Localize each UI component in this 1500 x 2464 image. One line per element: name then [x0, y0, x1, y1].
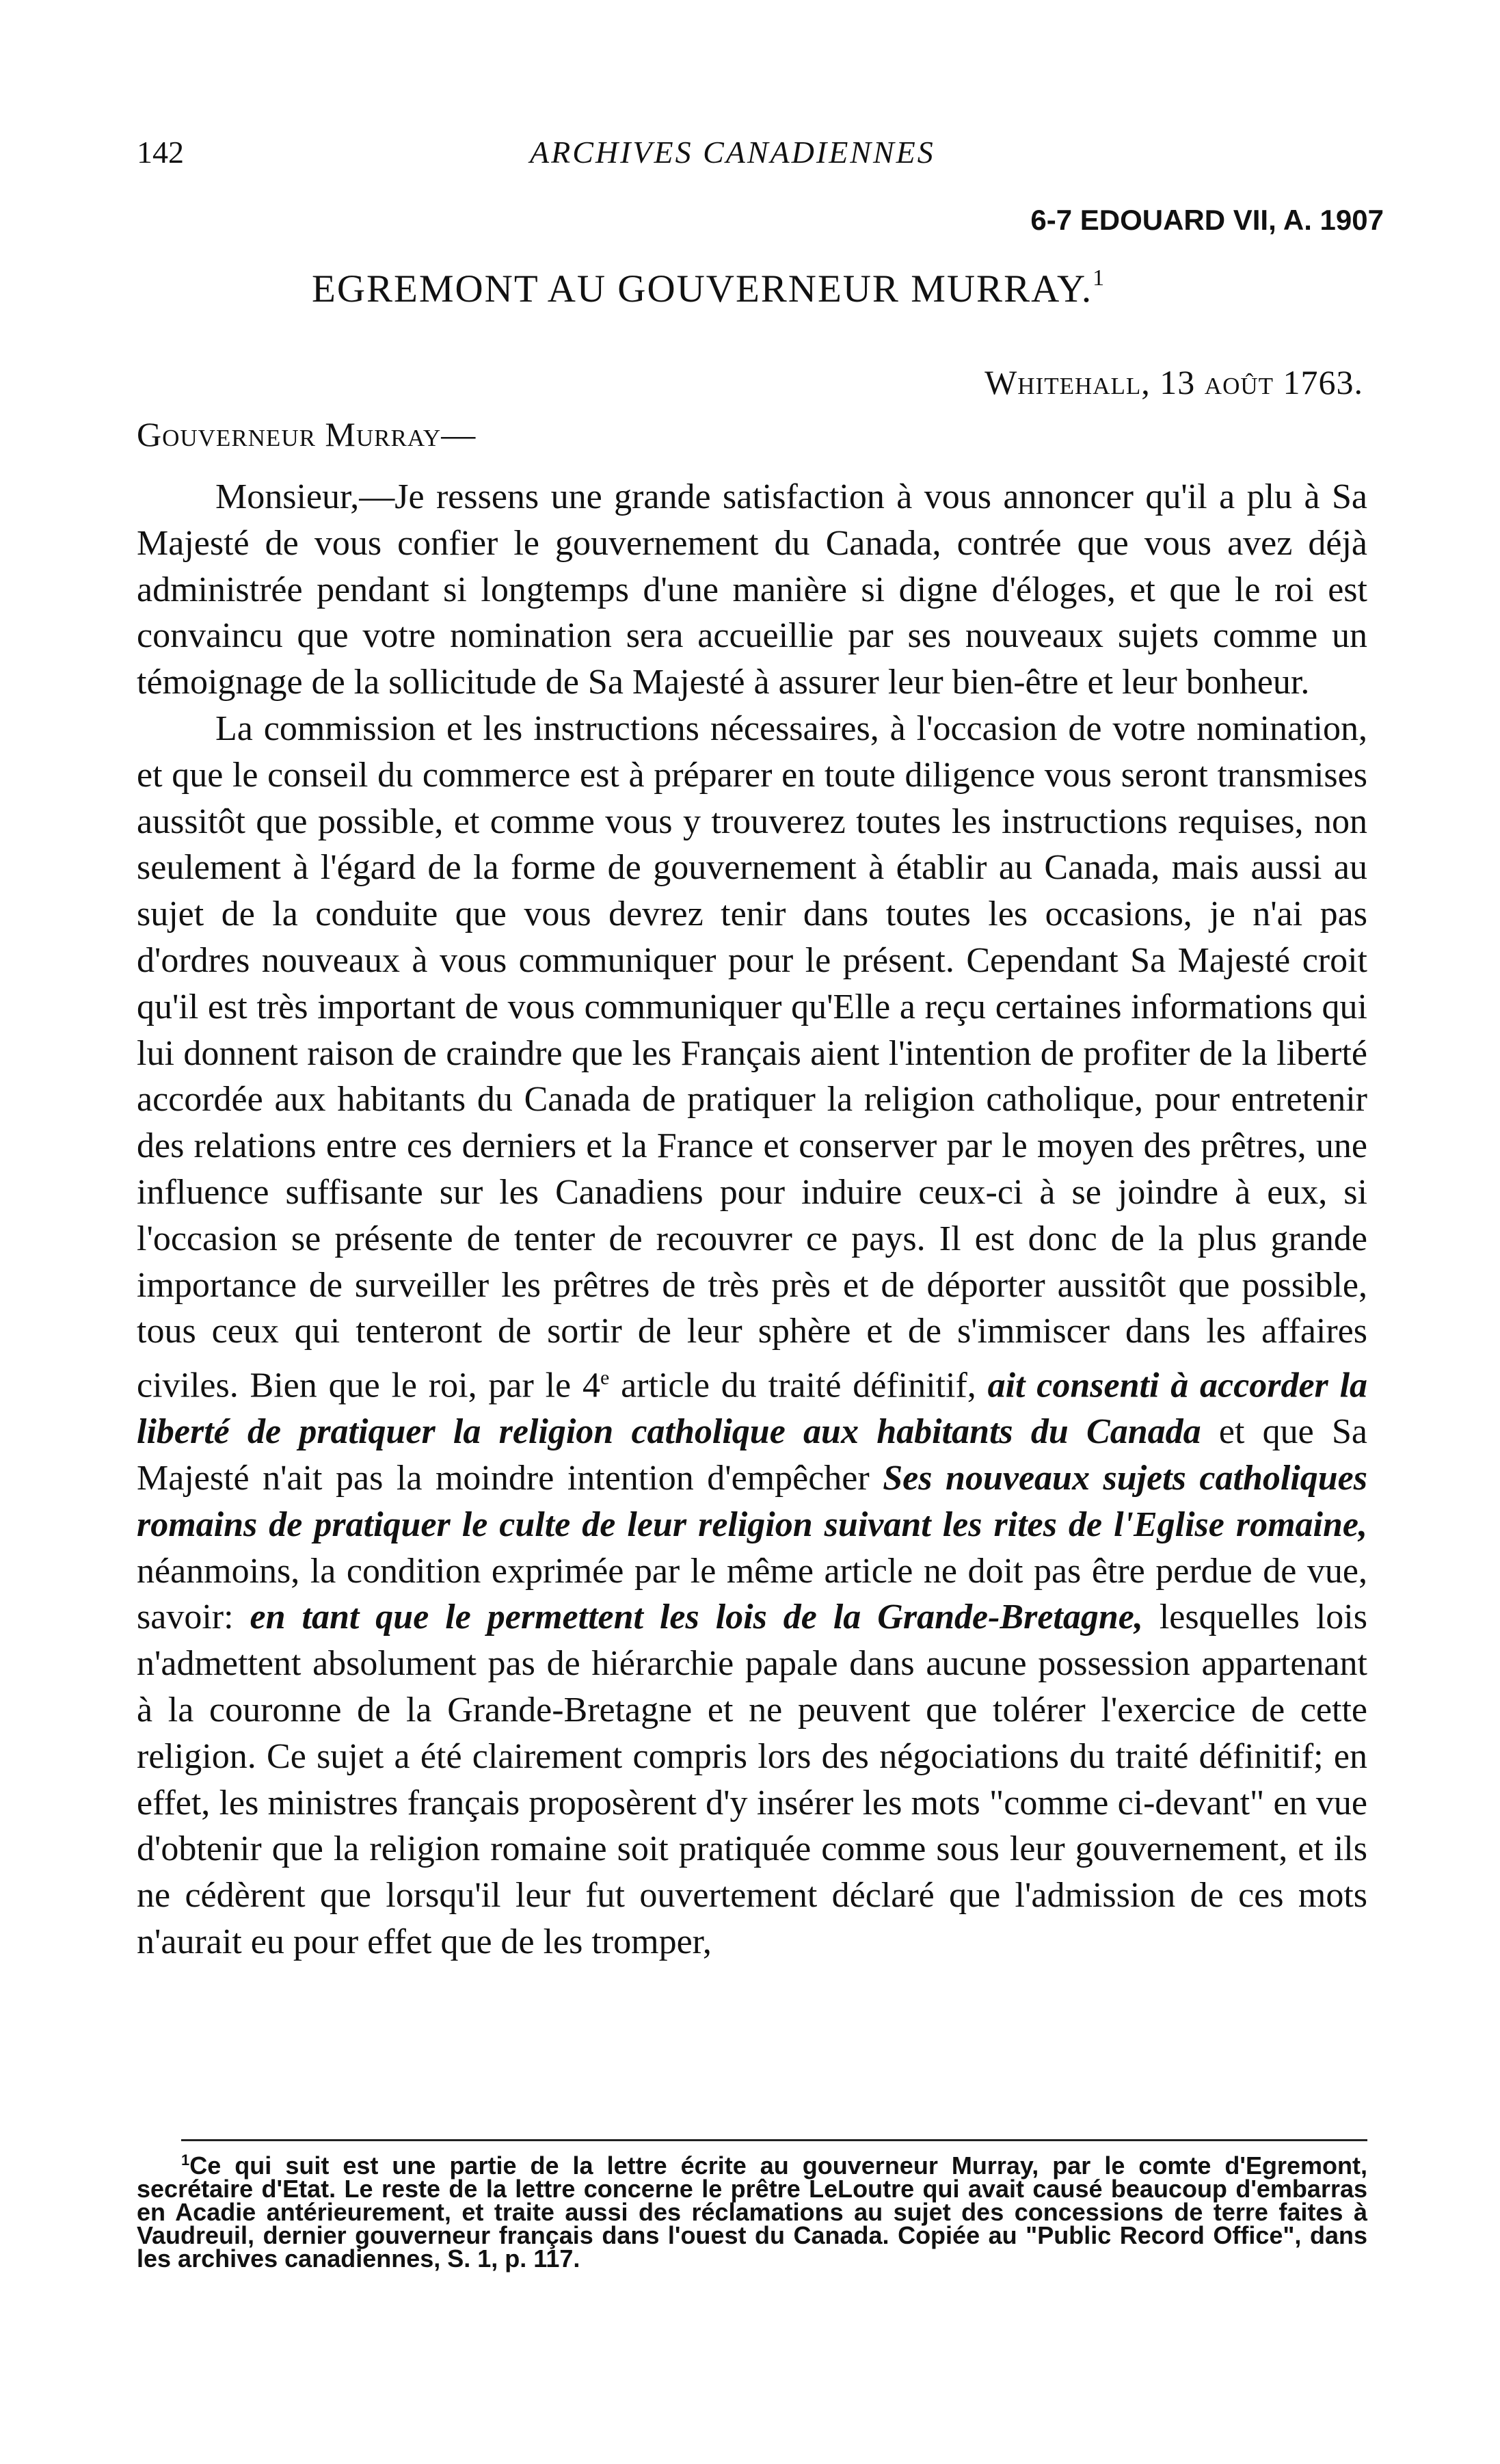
footnote — [137, 2149, 1367, 2273]
document-title — [312, 267, 1106, 311]
paragraph-2-text-b: article du traité définitif, — [609, 1366, 988, 1405]
document-title-text: EGREMONT AU GOUVERNEUR MURRAY. — [312, 267, 1093, 310]
ordinal-superscript: e — [600, 1366, 610, 1390]
page-number: 142 — [137, 135, 184, 170]
paragraph-2 — [137, 706, 1367, 1965]
session-label: 6-7 EDOUARD VII, A. 1907 — [1030, 204, 1384, 236]
letter-body — [137, 474, 1367, 1965]
paragraph-2-text-e: lesquelles lois n'admettent absolument pas de hiérarchie papale dans aucune possession appartenant à la couronne de la Grande-Bretagne et ne peuvent que tolérer l'exercice de cette religion. Ce sujet a été clairement compris lors des négociations du traité définitif; en effet, les ministres français proposèrent d'y insérer les mots "comme ci-devant" en vue d'obtenir que la religion romaine soit pratiquée comme sous leur gouvernement, et ils ne cédèrent que lorsqu'il leur fut ouvertement déclaré que l'admission de ces mots n'aurait eu pour effet que de les tromper, — [137, 1598, 1367, 1962]
paragraph-2-text-d: néanmoins, la condition exprimée par le même article ne doit pas être perdue de vue, savoir: — [137, 1551, 1367, 1637]
dateline: Whitehall, 13 août 1763. — [985, 363, 1363, 401]
title-footnote-marker: 1 — [1093, 265, 1106, 291]
paragraph-2-text-c: et que Sa Majesté n'ait pas la moindre intention d'empêcher — [137, 1412, 1367, 1498]
footnote-text: Ce qui suit est une partie de la lettre écrite au gouverneur Murray, par le comte d'Egremont, secrétaire d'Etat. Le reste de la lettre concerne le prêtre LeLoutre qui avait causé beaucoup d'embarras en Acadie antérieurement, et traite aussi des réclamations au sujet des concessions de terre faites à Vaudreuil, dernier gouverneur français dans l'ouest du Canada. Copiée au "Public Record Office", dans les archives canadiennes, S. 1, p. 117. — [137, 2151, 1367, 2273]
paragraph-1: Monsieur,—Je ressens une grande satisfaction à vous annoncer qu'il a plu à Sa Majesté de vous confier le gouvernement du Canada, contrée que vous avez déjà administrée pendant si longtemps d'une manière si digne d'éloges, et que le roi est convaincu que votre nomination sera accueillie par ses nouveaux sujets comme un témoignage de la sollicitude de Sa Majesté à assurer leur bien-être et leur bonheur. — [137, 477, 1367, 702]
treaty-quote-3: en tant que le permettent les lois de la Grande-Bretagne, — [250, 1598, 1143, 1637]
treaty-quote-2: Ses nouveaux sujets catholiques romains de pratiquer le culte de leur religion suivant les rites de l'Eglise romaine, — [137, 1459, 1367, 1544]
footnote-divider — [181, 2139, 1367, 2141]
paragraph-2-text-a: La commission et les instructions nécessaires, à l'occasion de votre nomination, et que le conseil du commerce est à préparer en toute diligence vous seront transmises aussitôt que possible, et comme vous y trouverez toutes les instructions requises, non seulement à l'égard de la forme de gouvernement à établir au Canada, mais aussi au sujet de la conduite que vous devrez tenir dans toutes les occasions, je n'ai pas d'ordres nouveaux à vous communiquer pour le présent. Cependant Sa Majesté croit qu'il est très important de vous communiquer qu'Elle a reçu certaines informations qui lui donnent raison de craindre que les Français aient l'intention de profiter de la liberté accordée aux habitants du Canada de pratiquer la religion catholique, pour entretenir des relations entre ces derniers et la France et conserver par le moyen des prêtres, une influence suffisante sur les Canadiens pour induire ceux-ci à se joindre à eux, si l'occasion se présente de tenter de recouvrer ce pays. Il est donc de la plus grande importance de surveiller les prêtres de très près et de déporter aussitôt que possible, tous ceux qui tenteront de sortir de leur sphère et de s'immiscer dans les affaires civiles. Bien que le roi, par le 4 — [137, 708, 1367, 1405]
running-title: ARCHIVES CANADIENNES — [530, 135, 935, 170]
footnote-marker: 1 — [181, 2151, 190, 2169]
treaty-quote-1: ait consenti à accorder la liberté de pratiquer la religion catholique aux habitants du Canada — [137, 1366, 1368, 1452]
salutation: Gouverneur Murray— — [137, 415, 477, 453]
